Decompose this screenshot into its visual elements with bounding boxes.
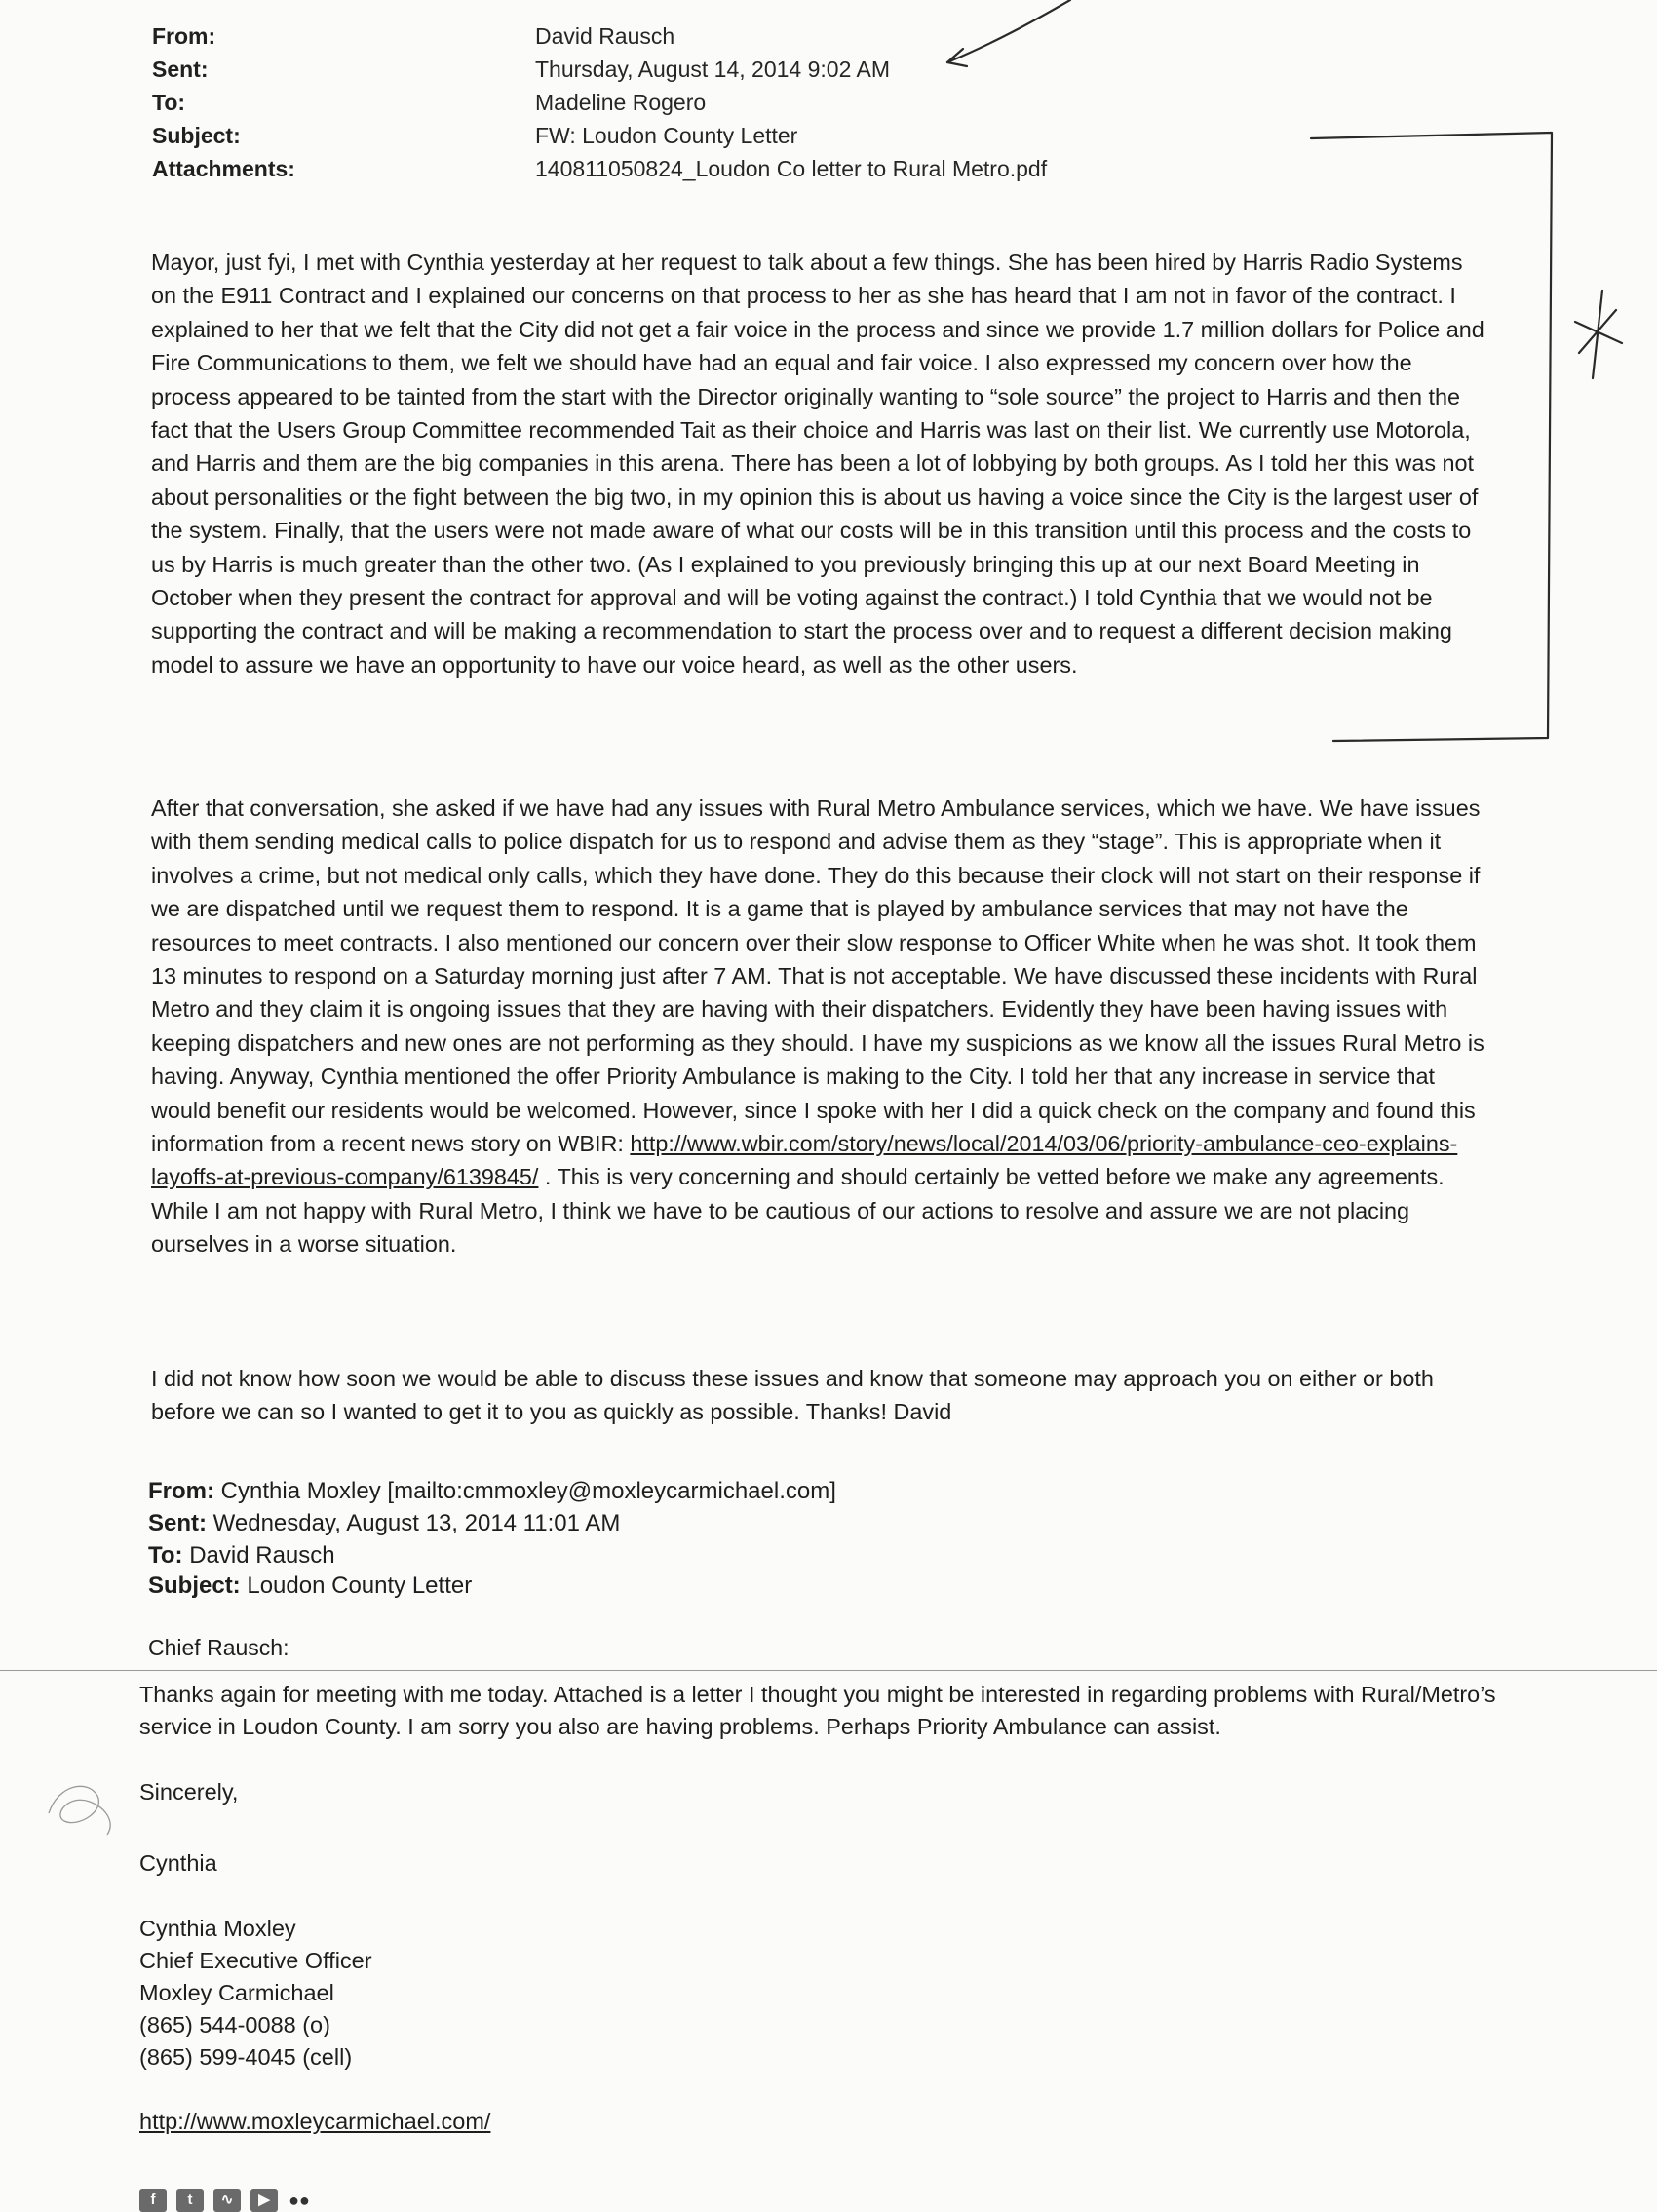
sig-phone-cell: (865) 599-4045 (cell)	[139, 2044, 353, 2070]
fwd-first-name: Cynthia	[139, 1850, 217, 1876]
asterisk-annotation	[1575, 291, 1622, 378]
sig-company: Moxley Carmichael	[139, 1980, 334, 2005]
body-paragraph-3: I did not know how soon we would be able to discuss these issues and know that someone may approach you on either or both before we can so I wanted to get it to you as quickly as possible. Thanks! David	[151, 1366, 1434, 1425]
twitter-icon[interactable]: t	[176, 2189, 204, 2212]
subject-value: FW: Loudon County Letter	[535, 123, 798, 148]
fwd-to-value: David Rausch	[189, 1542, 335, 1569]
sent-value: Thursday, August 14, 2014 9:02 AM	[535, 57, 890, 82]
fwd-subject-value: Loudon County Letter	[247, 1572, 473, 1599]
rss-icon[interactable]: ∿	[213, 2189, 241, 2212]
website-row	[139, 2106, 490, 2138]
sig-phone-office: (865) 544-0088 (o)	[139, 2012, 330, 2037]
sig-title: Chief Executive Officer	[139, 1948, 372, 1973]
website-link[interactable]: http://www.moxleycarmichael.com/	[139, 2109, 491, 2134]
body-paragraph-2-tail: . This is very concerning and should certainly be vetted before we make any agreements. While I am not happy with Rural Metro, I think we have to be cautious of our actions to resolve and assure we are not placing ourselves in a worse situation.	[151, 1164, 1445, 1258]
attachment-filename[interactable]: 140811050824_Loudon Co letter to Rural Metro.pdf	[535, 156, 1048, 181]
from-label: From:	[152, 23, 216, 49]
fwd-from-value: Cynthia Moxley [mailto:cmmoxley@moxleycarmichael.com]	[220, 1478, 836, 1504]
fwd-from-label: From:	[148, 1478, 214, 1504]
body-paragraph-2-text: After that conversation, she asked if we have had any issues with Rural Metro Ambulance services, which we have. We have issues with them sending medical calls to police dispatch for us to respond and advise them as they “stage”. This is appropriate when it involves a crime, but not medical only calls, which they have done. They do this because their clock will not start on their response if we are dispatched until we request them to respond. It is a game that is played by ambulance services that may not have the resources to meet contracts. I also mentioned our concern over their slow response to Officer White when he was shot. It took them 13 minutes to respond on a Saturday morning just after 7 AM. That is not acceptable. We have discussed these incidents with Rural Metro and they claim it is ongoing issues that they are having with their dispatchers. Evidently they have been having issues with keeping dispatchers and new ones are not performing as they should. I have my suspicions as we know all the issues Rural Metro is having. Anyway, Cynthia mentioned the offer Priority Ambulance is making to the City. I told her that any increase in service that would benefit our residents would be welcomed. However, since I spoke with her I did a quick check on the company and found this information from a recent news story on WBIR:	[151, 796, 1484, 1157]
social-icons-row	[139, 2189, 311, 2212]
arrow-annotation	[947, 0, 1070, 62]
fwd-subject-label: Subject:	[148, 1572, 241, 1599]
fwd-sent-label: Sent:	[148, 1510, 207, 1536]
fwd-from-row	[148, 1475, 836, 1507]
body-paragraph-1: Mayor, just fyi, I met with Cynthia yesterday at her request to talk about a few things. She has been hired by Harris Radio Systems on the E911 Contract and I explained our concerns on that process to her as she has heard that I am not in favor of the contract. I explained to her that we felt that the City did not get a fair voice in the process and since we provide 1.7 million dollars for Police and Fire Communications to them, we felt we should have had an equal and fair voice. I also expressed my concern over how the process appeared to be tainted from the start with the Director originally wanting to “sole source” the project to Harris and then the fact that the Users Group Committee recommended Tait as their choice and Harris was last on their list. We currently use Motorola, and Harris and them are the big companies in this arena. There has been a lot of lobbying by both groups. As I told her this was not about personalities or the fight between the big two, in my opinion this is about us having a voice since the City is the largest user of the system. Finally, that the users were not made aware of what our costs will be in this transition until this process and the costs to us by Harris is much greater than the other two. (As I explained to you previously bringing this up at our next Board Meeting in October when they present the contract for approval and will be voting against the contract.) I told Cynthia that we would not be supporting the contract and will be making a recommendation to start the process over and to request a different decision making model to assure we have an opportunity to have our voice heard, as well as the other users.	[151, 250, 1484, 678]
flickr-icon[interactable]: ●●	[289, 2191, 310, 2210]
scan-page-seam	[0, 1670, 1657, 1671]
to-value: Madeline Rogero	[535, 90, 707, 115]
fwd-subject-row	[148, 1570, 472, 1602]
fwd-to-label: To:	[148, 1542, 183, 1569]
facebook-icon[interactable]: f	[139, 2189, 167, 2212]
fwd-body: Thanks again for meeting with me today. Attached is a letter I thought you might be interested in regarding problems with Rural/Metro’s service in Loudon County. I am sorry you also are having problems. Perhaps Priority Ambulance can assist.	[139, 1682, 1496, 1739]
subject-label: Subject:	[152, 123, 241, 148]
wbir-news-link[interactable]: http://www.wbir.com/story/news/local/2014/03/06/priority-ambulance-ceo-explains-layoffs-at-previous-company/6139845/	[151, 1131, 1458, 1190]
fwd-to-row	[148, 1539, 335, 1572]
to-label: To:	[152, 90, 186, 115]
attachments-label: Attachments:	[152, 156, 295, 181]
email-signature	[139, 1913, 372, 2074]
from-value: David Rausch	[535, 23, 675, 49]
fwd-sent-value: Wednesday, August 13, 2014 11:01 AM	[212, 1510, 621, 1536]
body-paragraph-2	[151, 792, 1491, 1261]
fwd-sent-row	[148, 1507, 620, 1539]
fwd-closing: Sincerely,	[139, 1779, 239, 1805]
fwd-greeting: Chief Rausch:	[148, 1635, 289, 1660]
pen-scribble	[39, 1774, 127, 1843]
youtube-icon[interactable]: ▶	[250, 2189, 278, 2212]
sig-name: Cynthia Moxley	[139, 1916, 296, 1941]
sent-label: Sent:	[152, 57, 209, 82]
